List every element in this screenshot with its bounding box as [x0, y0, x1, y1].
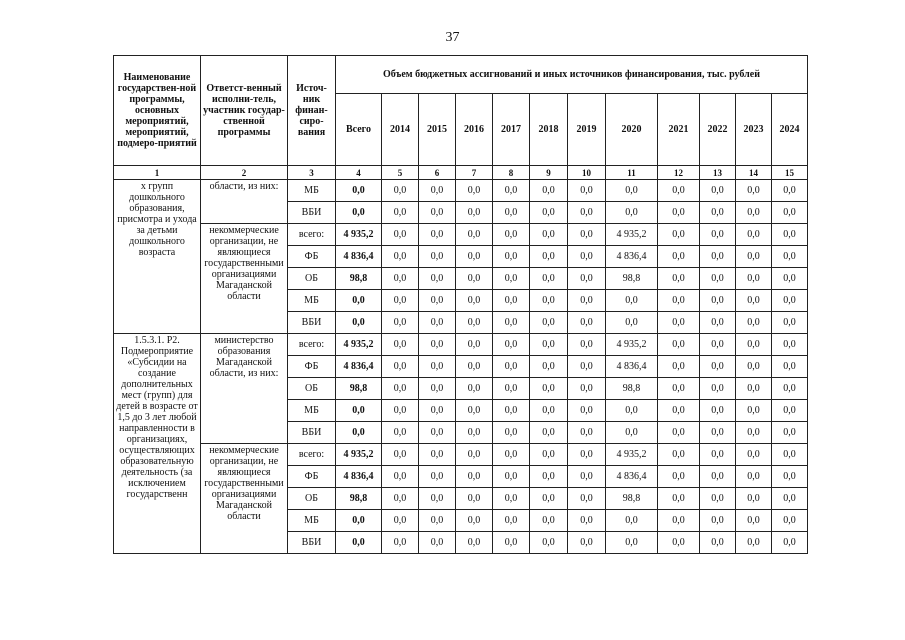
year-value-cell: 0,0	[419, 268, 456, 290]
year-value-cell: 0,0	[419, 224, 456, 246]
year-value-cell: 0,0	[658, 356, 700, 378]
year-value-cell: 0,0	[530, 532, 568, 554]
total-cell: 0,0	[336, 422, 382, 444]
year-value-cell: 0,0	[419, 466, 456, 488]
year-value-cell: 0,0	[530, 422, 568, 444]
year-value-cell: 0,0	[658, 532, 700, 554]
year-value-cell: 0,0	[700, 268, 736, 290]
year-value-cell: 0,0	[606, 422, 658, 444]
year-value-cell: 0,0	[382, 334, 419, 356]
funding-source-cell: МБ	[288, 400, 336, 422]
total-cell: 0,0	[336, 510, 382, 532]
year-value-cell: 0,0	[700, 246, 736, 268]
year-value-cell: 0,0	[736, 246, 772, 268]
year-value-cell: 0,0	[772, 356, 808, 378]
year-value-cell: 0,0	[493, 488, 530, 510]
year-value-cell: 0,0	[700, 356, 736, 378]
year-value-cell: 0,0	[568, 224, 606, 246]
year-value-cell: 0,0	[456, 334, 493, 356]
year-value-cell: 4 935,2	[606, 224, 658, 246]
year-value-cell: 0,0	[493, 356, 530, 378]
year-value-cell: 0,0	[568, 180, 606, 202]
total-cell: 4 836,4	[336, 246, 382, 268]
header-year: 2016	[456, 94, 493, 166]
year-value-cell: 0,0	[456, 290, 493, 312]
year-value-cell: 0,0	[419, 400, 456, 422]
year-value-cell: 0,0	[700, 444, 736, 466]
year-value-cell: 0,0	[382, 422, 419, 444]
year-value-cell: 0,0	[772, 180, 808, 202]
year-value-cell: 0,0	[736, 532, 772, 554]
year-value-cell: 0,0	[606, 532, 658, 554]
year-value-cell: 0,0	[736, 488, 772, 510]
column-index: 2	[201, 166, 288, 180]
year-value-cell: 0,0	[736, 444, 772, 466]
year-value-cell: 0,0	[700, 532, 736, 554]
year-value-cell: 0,0	[493, 532, 530, 554]
year-value-cell: 0,0	[530, 180, 568, 202]
column-index-row	[114, 166, 808, 180]
year-value-cell: 0,0	[658, 224, 700, 246]
year-value-cell: 0,0	[772, 422, 808, 444]
year-value-cell: 0,0	[658, 334, 700, 356]
year-value-cell: 0,0	[658, 466, 700, 488]
responsible-cell: министерство образования Магаданской области, из них:	[201, 334, 288, 444]
year-value-cell: 0,0	[382, 378, 419, 400]
column-index: 5	[382, 166, 419, 180]
year-value-cell: 0,0	[456, 466, 493, 488]
year-value-cell: 0,0	[493, 246, 530, 268]
year-value-cell: 0,0	[419, 202, 456, 224]
column-index: 7	[456, 166, 493, 180]
year-value-cell: 0,0	[700, 224, 736, 246]
year-value-cell: 0,0	[658, 268, 700, 290]
year-value-cell: 0,0	[700, 510, 736, 532]
header-responsible: Ответст-венный исполни-тель, участник государ-ственной программы	[201, 56, 288, 166]
year-value-cell: 0,0	[530, 202, 568, 224]
year-value-cell: 0,0	[606, 290, 658, 312]
year-value-cell: 0,0	[493, 180, 530, 202]
year-value-cell: 0,0	[493, 422, 530, 444]
year-value-cell: 0,0	[772, 202, 808, 224]
column-index: 13	[700, 166, 736, 180]
year-value-cell: 0,0	[530, 290, 568, 312]
year-value-cell: 0,0	[772, 466, 808, 488]
year-value-cell: 0,0	[456, 400, 493, 422]
year-value-cell: 0,0	[419, 488, 456, 510]
year-value-cell: 0,0	[493, 444, 530, 466]
program-name-cell: х групп дошкольного образования, присмотра и ухода за детьми дошкольного возраста	[114, 180, 201, 334]
year-value-cell: 0,0	[382, 246, 419, 268]
year-value-cell: 0,0	[382, 488, 419, 510]
year-value-cell: 0,0	[456, 180, 493, 202]
header-year: 2024	[772, 94, 808, 166]
budget-table	[113, 55, 808, 554]
year-value-cell: 0,0	[700, 466, 736, 488]
year-value-cell: 0,0	[382, 180, 419, 202]
year-value-cell: 0,0	[493, 290, 530, 312]
year-value-cell: 0,0	[736, 180, 772, 202]
year-value-cell: 0,0	[606, 400, 658, 422]
year-value-cell: 0,0	[658, 290, 700, 312]
funding-source-cell: ВБИ	[288, 312, 336, 334]
year-value-cell: 0,0	[568, 510, 606, 532]
total-cell: 4 935,2	[336, 444, 382, 466]
year-value-cell: 0,0	[419, 312, 456, 334]
year-value-cell: 0,0	[736, 400, 772, 422]
year-value-cell: 0,0	[456, 378, 493, 400]
column-index: 12	[658, 166, 700, 180]
year-value-cell: 0,0	[736, 312, 772, 334]
year-value-cell: 4 935,2	[606, 444, 658, 466]
year-value-cell: 0,0	[382, 510, 419, 532]
year-value-cell: 0,0	[568, 268, 606, 290]
header-year: 2021	[658, 94, 700, 166]
year-value-cell: 0,0	[772, 378, 808, 400]
year-value-cell: 0,0	[493, 466, 530, 488]
year-value-cell: 0,0	[419, 444, 456, 466]
year-value-cell: 0,0	[736, 466, 772, 488]
funding-source-cell: МБ	[288, 180, 336, 202]
year-value-cell: 0,0	[568, 488, 606, 510]
year-value-cell: 0,0	[700, 202, 736, 224]
column-index: 4	[336, 166, 382, 180]
table-row	[114, 224, 808, 246]
year-value-cell: 0,0	[700, 400, 736, 422]
year-value-cell: 0,0	[700, 312, 736, 334]
total-cell: 98,8	[336, 488, 382, 510]
year-value-cell: 0,0	[530, 444, 568, 466]
year-value-cell: 0,0	[772, 510, 808, 532]
year-value-cell: 0,0	[493, 378, 530, 400]
year-value-cell: 0,0	[530, 268, 568, 290]
year-value-cell: 0,0	[568, 290, 606, 312]
year-value-cell: 0,0	[530, 466, 568, 488]
column-index: 6	[419, 166, 456, 180]
year-value-cell: 0,0	[419, 356, 456, 378]
header-year: 2018	[530, 94, 568, 166]
year-value-cell: 0,0	[772, 334, 808, 356]
total-cell: 4 836,4	[336, 466, 382, 488]
year-value-cell: 0,0	[658, 400, 700, 422]
year-value-cell: 0,0	[493, 400, 530, 422]
funding-source-cell: ВБИ	[288, 532, 336, 554]
year-value-cell: 0,0	[772, 290, 808, 312]
column-index: 3	[288, 166, 336, 180]
year-value-cell: 0,0	[419, 246, 456, 268]
year-value-cell: 0,0	[772, 312, 808, 334]
total-cell: 0,0	[336, 290, 382, 312]
year-value-cell: 0,0	[700, 378, 736, 400]
year-value-cell: 0,0	[419, 378, 456, 400]
column-index: 14	[736, 166, 772, 180]
year-value-cell: 0,0	[658, 510, 700, 532]
year-value-cell: 0,0	[530, 246, 568, 268]
table-row	[114, 444, 808, 466]
year-value-cell: 0,0	[606, 180, 658, 202]
year-value-cell: 0,0	[382, 224, 419, 246]
total-cell: 98,8	[336, 378, 382, 400]
header-year: 2014	[382, 94, 419, 166]
year-value-cell: 0,0	[382, 202, 419, 224]
year-value-cell: 0,0	[658, 312, 700, 334]
year-value-cell: 0,0	[736, 268, 772, 290]
year-value-cell: 0,0	[658, 202, 700, 224]
funding-source-cell: МБ	[288, 510, 336, 532]
year-value-cell: 0,0	[568, 246, 606, 268]
year-value-cell: 0,0	[772, 246, 808, 268]
total-cell: 98,8	[336, 268, 382, 290]
year-value-cell: 0,0	[382, 356, 419, 378]
total-cell: 0,0	[336, 532, 382, 554]
year-value-cell: 0,0	[456, 422, 493, 444]
year-value-cell: 0,0	[658, 444, 700, 466]
year-value-cell: 0,0	[530, 510, 568, 532]
table-row	[114, 334, 808, 356]
header-funding-source: Источ-ник финан-сиро-вания	[288, 56, 336, 166]
year-value-cell: 0,0	[772, 488, 808, 510]
year-value-cell: 0,0	[493, 510, 530, 532]
year-value-cell: 0,0	[530, 378, 568, 400]
year-value-cell: 0,0	[700, 180, 736, 202]
table-row	[114, 180, 808, 202]
year-value-cell: 0,0	[419, 290, 456, 312]
total-cell: 4 836,4	[336, 356, 382, 378]
year-value-cell: 0,0	[568, 378, 606, 400]
funding-source-cell: МБ	[288, 290, 336, 312]
year-value-cell: 0,0	[493, 202, 530, 224]
header-year: 2022	[700, 94, 736, 166]
column-index: 10	[568, 166, 606, 180]
responsible-cell: некоммерческие организации, не являющиеся государственными организациями Магаданской области	[201, 444, 288, 554]
year-value-cell: 0,0	[772, 224, 808, 246]
year-value-cell: 0,0	[736, 510, 772, 532]
funding-source-cell: ФБ	[288, 246, 336, 268]
year-value-cell: 0,0	[700, 334, 736, 356]
year-value-cell: 4 836,4	[606, 356, 658, 378]
year-value-cell: 0,0	[530, 224, 568, 246]
header-year: 2015	[419, 94, 456, 166]
year-value-cell: 0,0	[419, 180, 456, 202]
year-value-cell: 0,0	[658, 246, 700, 268]
year-value-cell: 0,0	[456, 312, 493, 334]
funding-source-cell: ОБ	[288, 268, 336, 290]
column-index: 9	[530, 166, 568, 180]
year-value-cell: 0,0	[772, 268, 808, 290]
total-cell: 0,0	[336, 180, 382, 202]
total-cell: 4 935,2	[336, 334, 382, 356]
year-value-cell: 0,0	[568, 356, 606, 378]
year-value-cell: 0,0	[736, 334, 772, 356]
year-value-cell: 0,0	[606, 312, 658, 334]
header-year: 2017	[493, 94, 530, 166]
year-value-cell: 0,0	[530, 356, 568, 378]
year-value-cell: 4 935,2	[606, 334, 658, 356]
header-budget-volume: Объем бюджетных ассигнований и иных источников финансирования, тыс. рублей	[336, 56, 808, 94]
total-cell: 0,0	[336, 312, 382, 334]
year-value-cell: 0,0	[456, 224, 493, 246]
year-value-cell: 0,0	[700, 290, 736, 312]
responsible-cell: области, из них:	[201, 180, 288, 224]
year-value-cell: 0,0	[736, 378, 772, 400]
column-index: 11	[606, 166, 658, 180]
year-value-cell: 0,0	[658, 378, 700, 400]
year-value-cell: 0,0	[772, 444, 808, 466]
year-value-cell: 0,0	[382, 444, 419, 466]
page-number: 37	[445, 30, 460, 45]
year-value-cell: 0,0	[530, 400, 568, 422]
year-value-cell: 0,0	[606, 202, 658, 224]
year-value-cell: 0,0	[736, 356, 772, 378]
funding-source-cell: ВБИ	[288, 422, 336, 444]
year-value-cell: 0,0	[493, 334, 530, 356]
year-value-cell: 0,0	[456, 356, 493, 378]
funding-source-cell: всего:	[288, 224, 336, 246]
year-value-cell: 0,0	[568, 466, 606, 488]
year-value-cell: 0,0	[736, 224, 772, 246]
funding-source-cell: ОБ	[288, 378, 336, 400]
year-value-cell: 0,0	[456, 532, 493, 554]
header-year: 2020	[606, 94, 658, 166]
funding-source-cell: ФБ	[288, 356, 336, 378]
year-value-cell: 0,0	[568, 400, 606, 422]
year-value-cell: 98,8	[606, 488, 658, 510]
funding-source-cell: ФБ	[288, 466, 336, 488]
funding-source-cell: ОБ	[288, 488, 336, 510]
year-value-cell: 0,0	[530, 334, 568, 356]
year-value-cell: 0,0	[456, 510, 493, 532]
year-value-cell: 0,0	[530, 312, 568, 334]
year-value-cell: 0,0	[736, 422, 772, 444]
header-program-name: Наименование государствен-ной программы, основных мероприятий, мероприятий, подмеро-приятий	[114, 56, 201, 166]
year-value-cell: 0,0	[736, 290, 772, 312]
year-value-cell: 0,0	[700, 422, 736, 444]
total-cell: 4 935,2	[336, 224, 382, 246]
year-value-cell: 98,8	[606, 268, 658, 290]
year-value-cell: 0,0	[456, 488, 493, 510]
year-value-cell: 0,0	[568, 532, 606, 554]
funding-source-cell: всего:	[288, 444, 336, 466]
column-index: 15	[772, 166, 808, 180]
year-value-cell: 0,0	[419, 422, 456, 444]
year-value-cell: 0,0	[658, 488, 700, 510]
total-cell: 0,0	[336, 202, 382, 224]
year-value-cell: 0,0	[382, 290, 419, 312]
year-value-cell: 4 836,4	[606, 466, 658, 488]
responsible-cell: некоммерческие организации, не являющиеся государственными организациями Магаданской области	[201, 224, 288, 334]
year-value-cell: 0,0	[456, 268, 493, 290]
year-value-cell: 0,0	[658, 180, 700, 202]
header-total: Всего	[336, 94, 382, 166]
year-value-cell: 0,0	[382, 312, 419, 334]
year-value-cell: 0,0	[568, 312, 606, 334]
year-value-cell: 0,0	[658, 422, 700, 444]
year-value-cell: 0,0	[419, 510, 456, 532]
year-value-cell: 0,0	[382, 268, 419, 290]
year-value-cell: 0,0	[606, 510, 658, 532]
year-value-cell: 0,0	[772, 532, 808, 554]
column-index: 8	[493, 166, 530, 180]
funding-source-cell: всего:	[288, 334, 336, 356]
year-value-cell: 0,0	[772, 400, 808, 422]
year-value-cell: 4 836,4	[606, 246, 658, 268]
year-value-cell: 0,0	[382, 466, 419, 488]
year-value-cell: 0,0	[568, 444, 606, 466]
header-year: 2023	[736, 94, 772, 166]
total-cell: 0,0	[336, 400, 382, 422]
program-name-cell: 1.5.3.1. Р2. Подмероприятие «Субсидии на создание дополнительных мест (групп) для детей в возрасте от 1,5 до 3 лет любой направленности в организациях, осуществляющих образовательную деятельность (за исключением государственн	[114, 334, 201, 554]
year-value-cell: 0,0	[700, 488, 736, 510]
year-value-cell: 0,0	[456, 246, 493, 268]
year-value-cell: 0,0	[736, 202, 772, 224]
funding-source-cell: ВБИ	[288, 202, 336, 224]
year-value-cell: 0,0	[493, 268, 530, 290]
column-index: 1	[114, 166, 201, 180]
year-value-cell: 0,0	[456, 444, 493, 466]
year-value-cell: 0,0	[568, 422, 606, 444]
year-value-cell: 0,0	[493, 224, 530, 246]
year-value-cell: 0,0	[382, 400, 419, 422]
year-value-cell: 98,8	[606, 378, 658, 400]
year-value-cell: 0,0	[493, 312, 530, 334]
header-year: 2019	[568, 94, 606, 166]
year-value-cell: 0,0	[568, 334, 606, 356]
year-value-cell: 0,0	[419, 334, 456, 356]
year-value-cell: 0,0	[530, 488, 568, 510]
year-value-cell: 0,0	[568, 202, 606, 224]
year-value-cell: 0,0	[382, 532, 419, 554]
year-value-cell: 0,0	[419, 532, 456, 554]
year-value-cell: 0,0	[456, 202, 493, 224]
